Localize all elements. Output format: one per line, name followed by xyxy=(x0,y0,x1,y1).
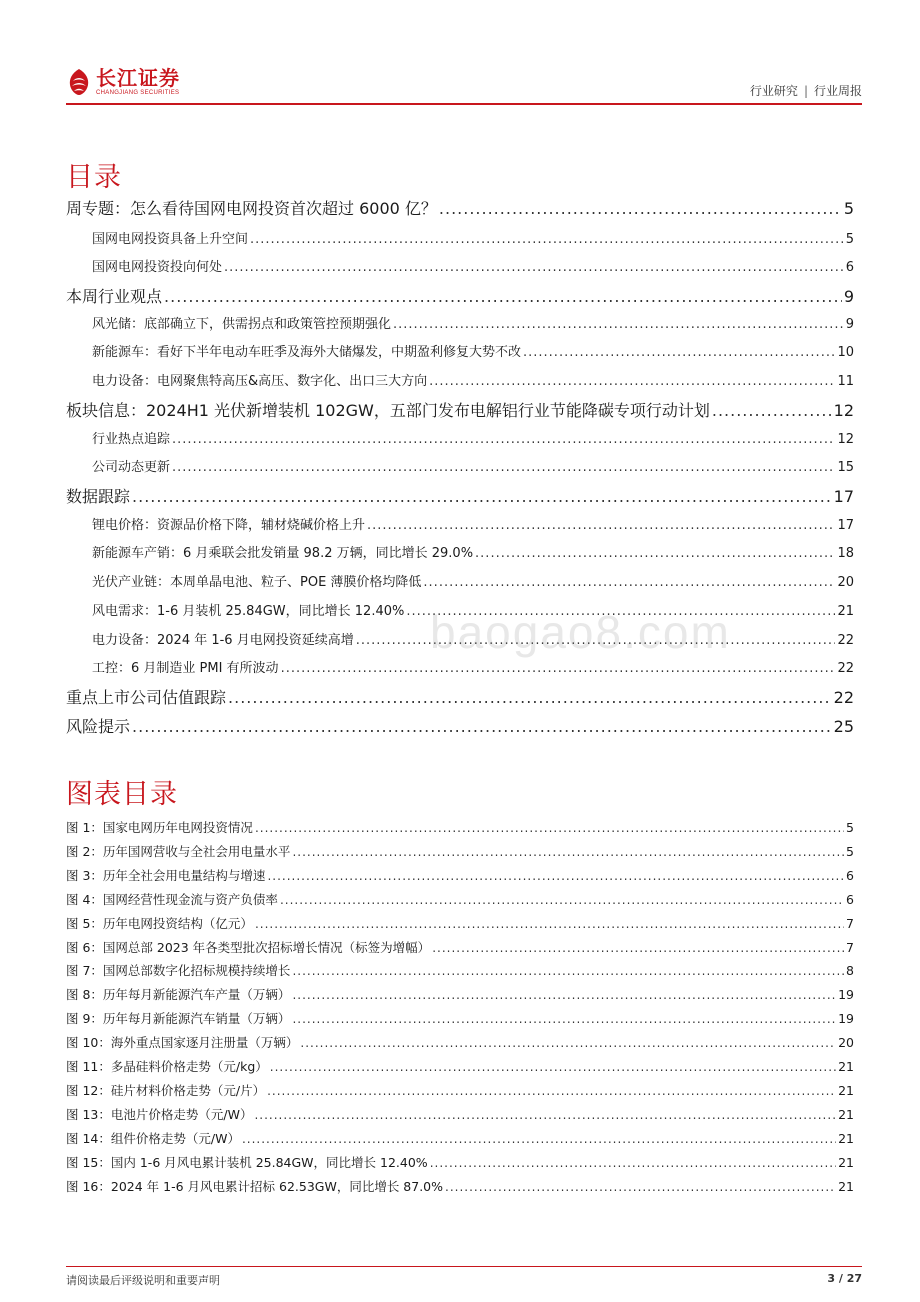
leader-dots xyxy=(439,199,842,218)
figure-entry-page: 6 xyxy=(846,891,854,907)
figure-entry-label: 图 9：历年每月新能源汽车销量（万辆） xyxy=(66,1011,291,1027)
figure-entry[interactable] xyxy=(66,914,854,932)
toc-entry-page: 22 xyxy=(837,661,854,676)
leader-dots xyxy=(356,633,836,648)
toc-entry-page: 22 xyxy=(833,688,854,707)
toc-entry-label: 公司动态更新 xyxy=(92,460,171,475)
figure-entry-label: 图 5：历年电网投资结构（亿元） xyxy=(66,915,253,931)
toc-entry-label: 数据跟踪 xyxy=(66,487,131,506)
toc-entry-page: 11 xyxy=(837,374,854,389)
figure-entry[interactable] xyxy=(66,938,854,956)
toc-entry[interactable] xyxy=(66,341,854,360)
figure-entry-page: 21 xyxy=(838,1059,854,1074)
header-divider xyxy=(66,103,862,105)
leader-dots xyxy=(523,345,835,360)
leader-dots xyxy=(228,688,832,707)
figure-entry-page: 6 xyxy=(846,867,854,883)
toc-entry[interactable] xyxy=(66,685,854,708)
leader-dots xyxy=(367,518,835,533)
leader-dots xyxy=(292,964,844,978)
logo-english-name: CHANGJIANG SECURITIES xyxy=(96,90,180,96)
leader-dots xyxy=(267,1084,836,1098)
toc-entry-page: 9 xyxy=(843,287,854,306)
figure-entry-label: 图 14：组件价格走势（元/W） xyxy=(66,1130,240,1146)
figure-entry-label: 图 8：历年每月新能源汽车产量（万辆） xyxy=(66,987,291,1003)
toc-entry-label: 锂电价格：资源品价格下降，辅材烧碱价格上升 xyxy=(92,518,366,533)
toc-entry[interactable] xyxy=(66,714,854,737)
toc-entry-page: 18 xyxy=(837,546,854,561)
figure-entry[interactable] xyxy=(66,1033,854,1051)
toc-entry[interactable] xyxy=(66,542,854,561)
figure-entry[interactable] xyxy=(66,1177,854,1195)
header-separator: | xyxy=(803,84,808,98)
figure-entry[interactable] xyxy=(66,1009,854,1027)
leader-dots xyxy=(429,374,835,389)
toc-entry-page: 17 xyxy=(833,487,854,506)
leader-dots xyxy=(393,317,844,332)
toc-entry-label: 电力设备：电网聚焦特高压&高压、数字化、出口三大方向 xyxy=(92,374,428,389)
toc-entry[interactable] xyxy=(66,514,854,533)
figure-entry[interactable] xyxy=(66,985,854,1003)
page-header xyxy=(66,62,862,106)
company-logo xyxy=(66,62,180,102)
leader-dots xyxy=(132,487,832,506)
toc-title: 目录 xyxy=(66,162,122,193)
figure-entry-label: 图 11：多晶硅料价格走势（元/kg） xyxy=(66,1059,268,1074)
figure-entry-label: 图 3：历年全社会用电量结构与增速 xyxy=(66,867,266,883)
logo-emblem-icon xyxy=(66,67,92,97)
category-label: 行业研究 xyxy=(749,84,798,98)
toc-entry[interactable] xyxy=(66,629,854,648)
leader-dots xyxy=(432,941,844,955)
leader-dots xyxy=(172,460,835,475)
leader-dots xyxy=(224,260,844,275)
toc-entry[interactable] xyxy=(66,284,854,307)
figure-entry-label: 图 16：2024 年 1-6 月风电累计招标 62.53GW，同比增长 87.0% xyxy=(66,1178,444,1194)
toc-entry-label: 国网电网投资投向何处 xyxy=(92,260,223,275)
figure-list-title: 图表目录 xyxy=(66,779,178,810)
leader-dots xyxy=(292,1012,836,1026)
figure-entry[interactable] xyxy=(66,1105,854,1123)
figure-entry-label: 图 15：国内 1-6 月风电累计装机 25.84GW，同比增长 12.40% xyxy=(66,1154,428,1170)
page-number: 3 / 27 xyxy=(827,1272,862,1285)
figure-entry-page: 7 xyxy=(846,939,854,955)
toc-entry-page: 22 xyxy=(837,633,854,648)
leader-dots xyxy=(132,717,832,736)
report-type-label: 行业周报 xyxy=(813,84,862,98)
toc-entry-label: 板块信息：2024H1 光伏新增装机 102GW，五部门发布电解铝行业节能降碳专项行动计划 xyxy=(66,401,710,420)
toc-entry[interactable] xyxy=(66,228,854,247)
figure-entry[interactable] xyxy=(66,961,854,979)
figure-entry-label: 图 4：国网经营性现金流与资产负债率 xyxy=(66,891,278,907)
toc-entry-label: 国网电网投资具备上升空间 xyxy=(92,232,249,247)
figure-entry-label: 图 7：国网总部数字化招标规模持续增长 xyxy=(66,963,291,979)
leader-dots xyxy=(254,1108,836,1122)
toc-entry-page: 5 xyxy=(845,232,854,247)
toc-entry-label: 风险提示 xyxy=(66,717,131,736)
toc-entry[interactable] xyxy=(66,600,854,619)
toc-entry-page: 6 xyxy=(845,260,854,275)
toc-entry[interactable] xyxy=(66,571,854,590)
leader-dots xyxy=(255,821,844,835)
figure-entry-page: 19 xyxy=(838,1011,854,1027)
figure-entry-page: 19 xyxy=(838,987,854,1003)
figure-entry[interactable] xyxy=(66,1129,854,1147)
toc-entry-page: 12 xyxy=(837,432,854,447)
toc-entry-page: 25 xyxy=(833,717,854,736)
leader-dots xyxy=(172,432,835,447)
figure-entry-page: 8 xyxy=(846,963,854,979)
toc-entry[interactable] xyxy=(66,428,854,447)
toc-entry-page: 20 xyxy=(837,575,854,590)
watermark: baogao8.com xyxy=(430,606,731,658)
toc-entry-label: 工控：6 月制造业 PMI 有所波动 xyxy=(92,661,279,676)
figure-entry[interactable] xyxy=(66,890,854,908)
toc-entry[interactable] xyxy=(66,456,854,475)
figure-entry-page: 21 xyxy=(838,1154,854,1170)
leader-dots xyxy=(292,845,844,859)
figure-entry-page: 7 xyxy=(846,915,854,931)
toc-entry-page: 5 xyxy=(843,199,854,218)
leader-dots xyxy=(267,869,844,883)
figure-entry[interactable] xyxy=(66,866,854,884)
toc-entry-page: 15 xyxy=(837,460,854,475)
toc-entry-label: 行业热点追踪 xyxy=(92,432,171,447)
toc-entry-page: 10 xyxy=(837,345,854,360)
toc-entry[interactable] xyxy=(66,256,854,275)
figure-entry[interactable] xyxy=(66,1081,854,1099)
figure-entry[interactable] xyxy=(66,818,854,836)
toc-entry[interactable] xyxy=(66,370,854,389)
footer-disclaimer: 请阅读最后评级说明和重要声明 xyxy=(66,1274,220,1287)
leader-dots xyxy=(423,575,835,590)
figure-entry-page: 21 xyxy=(838,1082,854,1098)
toc-entry-page: 17 xyxy=(837,518,854,533)
logo-chinese-name: 长江证券 xyxy=(96,66,180,90)
figure-entry[interactable] xyxy=(66,1153,854,1171)
leader-dots xyxy=(270,1060,836,1074)
leader-dots xyxy=(430,1156,836,1170)
toc-entry-label: 风光储：底部确立下，供需拐点和政策管控预期强化 xyxy=(92,317,392,332)
leader-dots xyxy=(292,988,836,1002)
leader-dots xyxy=(164,287,842,306)
figure-entry-label: 图 1：国家电网历年电网投资情况 xyxy=(66,820,253,835)
figure-entry-page: 5 xyxy=(846,820,854,835)
leader-dots xyxy=(255,917,844,931)
toc-entry[interactable] xyxy=(66,657,854,676)
toc-entry-label: 新能源车：看好下半年电动车旺季及海外大储爆发，中期盈利修复大势不改 xyxy=(92,345,522,360)
leader-dots xyxy=(406,604,835,619)
toc-entry-label: 重点上市公司估值跟踪 xyxy=(66,688,227,707)
leader-dots xyxy=(280,893,844,907)
toc-entry[interactable] xyxy=(66,196,854,219)
toc-entry-label: 周专题：怎么看待国网电网投资首次超过 6000 亿？ xyxy=(66,199,437,218)
toc-entry-page: 12 xyxy=(833,401,854,420)
toc-entry-label: 电力设备：2024 年 1-6 月电网投资延续高增 xyxy=(92,633,354,648)
figure-entry-page: 5 xyxy=(846,843,854,859)
figure-entry-label: 图 12：硅片材料价格走势（元/片） xyxy=(66,1082,266,1098)
figure-entry-page: 21 xyxy=(838,1178,854,1194)
report-category xyxy=(750,82,862,99)
figure-entry-label: 图 10：海外重点国家逐月注册量（万辆） xyxy=(66,1035,299,1051)
figure-entry-page: 21 xyxy=(838,1106,854,1122)
leader-dots xyxy=(445,1180,836,1194)
leader-dots xyxy=(250,232,844,247)
figure-entry[interactable] xyxy=(66,1057,854,1075)
toc-entry-label: 风电需求：1-6 月装机 25.84GW，同比增长 12.40% xyxy=(92,604,405,619)
figure-entry-label: 图 13：电池片价格走势（元/W） xyxy=(66,1106,253,1122)
toc-entry[interactable] xyxy=(66,313,854,332)
leader-dots xyxy=(300,1036,836,1050)
toc-entry-page: 9 xyxy=(845,317,854,332)
toc-entry[interactable] xyxy=(66,484,854,507)
toc-entry-page: 21 xyxy=(837,604,854,619)
toc-entry-label: 光伏产业链：本周单晶电池、粒子、POE 薄膜价格均降低 xyxy=(92,575,422,590)
leader-dots xyxy=(712,401,832,420)
leader-dots xyxy=(281,661,836,676)
figure-entry[interactable] xyxy=(66,842,854,860)
leader-dots xyxy=(475,546,835,561)
toc-entry[interactable] xyxy=(66,398,854,421)
toc-entry-label: 新能源车产销：6 月乘联会批发销量 98.2 万辆，同比增长 29.0% xyxy=(92,546,474,561)
toc-entry-label: 本周行业观点 xyxy=(66,287,163,306)
figure-entry-page: 21 xyxy=(838,1130,854,1146)
footer-divider xyxy=(66,1266,862,1267)
figure-entry-label: 图 6：国网总部 2023 年各类型批次招标增长情况（标签为增幅） xyxy=(66,939,431,955)
leader-dots xyxy=(242,1132,836,1146)
figure-entry-page: 20 xyxy=(838,1035,854,1051)
figure-entry-label: 图 2：历年国网营收与全社会用电量水平 xyxy=(66,843,291,859)
